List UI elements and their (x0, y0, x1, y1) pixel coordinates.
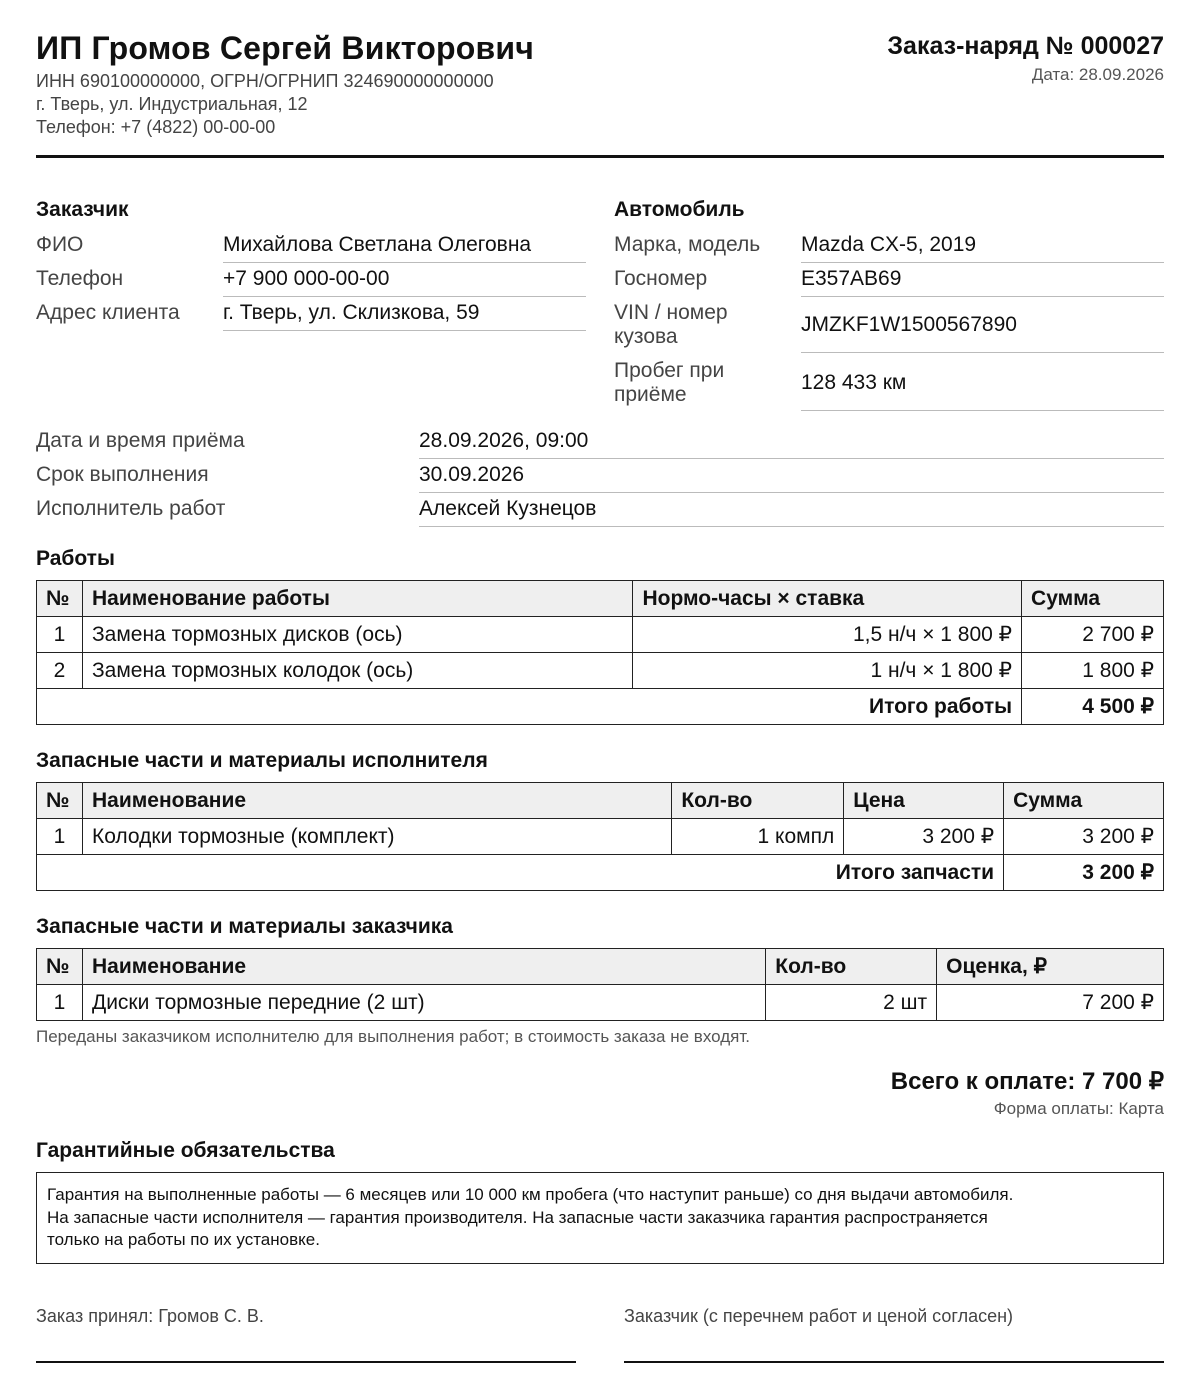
works-table-header (37, 581, 1164, 617)
vehicle-plate-field (801, 267, 1164, 297)
vehicle-vin-value: JMZKF1W1500567890 (801, 313, 1017, 336)
work-rate: 1,5 н/ч × 1 800 ₽ (633, 617, 1022, 653)
payment-method: Форма оплаты: Карта (993, 1099, 1164, 1118)
work-name: Замена тормозных дисков (ось) (82, 617, 632, 653)
work-rate: 1 н/ч × 1 800 ₽ (633, 653, 1022, 689)
work-sum: 2 700 ₽ (1022, 617, 1164, 653)
row-number: 1 (37, 819, 83, 855)
grand-total: Всего к оплате: 7 700 ₽ (890, 1068, 1164, 1095)
deadline-label: Срок выполнения (36, 463, 209, 486)
row-number: 1 (37, 617, 83, 653)
vehicle-mileage-label (614, 359, 724, 407)
vehicle-model-label: Марка, модель (614, 233, 761, 256)
vehicle-model-value: Mazda CX-5, 2019 (801, 233, 977, 256)
document-title: Заказ-наряд № 000027 (887, 32, 1164, 60)
customer-signature-label: Заказчик (с перечнем работ и ценой согласен) (624, 1305, 1014, 1326)
vehicle-mileage-field (801, 371, 1164, 411)
deadline-value: 30.09.2026 (419, 463, 525, 486)
row-number: 2 (37, 653, 83, 689)
customer-parts-heading: Запасные части и материалы заказчика (36, 915, 453, 938)
col-quantity: Кол-во (766, 949, 937, 985)
table-row (37, 819, 1164, 855)
works-total-label: Итого работы (37, 689, 1022, 725)
company-name: ИП Громов Сергей Викторович (36, 30, 534, 66)
company-address: г. Тверь, ул. Индустриальная, 12 (36, 94, 308, 114)
customer-parts-note: Переданы заказчиком исполнителю для выполнения работ; в стоимость заказа не входят. (36, 1027, 750, 1046)
contractor-parts-table (36, 782, 1164, 891)
col-number: № (37, 949, 83, 985)
vehicle-plate-label: Госномер (614, 267, 708, 290)
company-phone: Телефон: +7 (4822) 00-00-00 (36, 117, 276, 137)
customer-phone-value: +7 900 000-00-00 (223, 267, 390, 290)
customer-parts-table (36, 948, 1164, 1021)
works-heading: Работы (36, 547, 115, 570)
col-sum: Сумма (1022, 581, 1164, 617)
vehicle-vin-label-line2: кузова (614, 325, 678, 348)
customer-name-label: ФИО (36, 233, 84, 256)
customer-name-value: Михайлова Светлана Олеговна (223, 233, 532, 256)
worker-label: Исполнитель работ (36, 497, 226, 520)
deadline-field (419, 463, 1164, 493)
part-price: 3 200 ₽ (844, 819, 1004, 855)
warranty-line-2: На запасные части исполнителя — гарантия производителя. На запасные части заказчика гарантия распространяется (47, 1207, 988, 1227)
accepted-by-label: Заказ принял: Громов С. В. (36, 1305, 264, 1326)
customer-address-field (223, 301, 586, 331)
col-part-name: Наименование (82, 949, 765, 985)
col-price: Цена (844, 783, 1004, 819)
work-sum: 1 800 ₽ (1022, 653, 1164, 689)
vehicle-vin-label-line1: VIN / номер (614, 301, 728, 324)
signatures-section (36, 1264, 1164, 1374)
vehicle-mileage-label-line2: приёме (614, 383, 687, 406)
warranty-line-3: только на работы по их установке. (47, 1230, 320, 1249)
part-sum: 3 200 ₽ (1004, 819, 1164, 855)
customer-signature-line (624, 1361, 1164, 1363)
part-name: Диски тормозные передние (2 шт) (82, 985, 765, 1021)
parts-total-value: 3 200 ₽ (1004, 855, 1164, 891)
customer-heading: Заказчик (36, 198, 129, 221)
col-number: № (37, 581, 83, 617)
warranty-line-1: Гарантия на выполненные работы — 6 месяцев или 10 000 км пробега (что наступит раньше) со дня выдачи автомобиля. (47, 1185, 1014, 1204)
vehicle-mileage-value: 128 433 км (801, 371, 907, 394)
warranty-box (36, 1172, 1164, 1264)
col-quantity: Кол-во (672, 783, 844, 819)
parts-total-label: Итого запчасти (37, 855, 1004, 891)
work-order-document (36, 0, 1164, 1374)
customer-name-field (223, 233, 586, 263)
part-quantity: 1 компл (672, 819, 844, 855)
worker-field (419, 497, 1164, 527)
col-estimate: Оценка, ₽ (937, 949, 1164, 985)
company-ids: ИНН 690100000000, ОГРН/ОГРНИП 324690000000000 (36, 71, 494, 91)
vehicle-plate-value: Е357АВ69 (801, 267, 902, 290)
part-quantity: 2 шт (766, 985, 937, 1021)
part-estimate: 7 200 ₽ (937, 985, 1164, 1021)
col-sum: Сумма (1004, 783, 1164, 819)
intake-datetime-value: 28.09.2026, 09:00 (419, 429, 589, 452)
vehicle-vin-field (801, 313, 1164, 353)
customer-address-label: Адрес клиента (36, 301, 180, 324)
accepted-by-signature-line (36, 1361, 576, 1363)
table-row (37, 617, 1164, 653)
intake-datetime-field (419, 429, 1164, 459)
works-total-row (37, 689, 1164, 725)
works-table (36, 580, 1164, 725)
part-name: Колодки тормозные (комплект) (82, 819, 671, 855)
vehicle-vin-label (614, 301, 728, 349)
contractor-parts-header (37, 783, 1164, 819)
vehicle-heading: Автомобиль (614, 198, 745, 221)
col-number: № (37, 783, 83, 819)
vehicle-model-field (801, 233, 1164, 263)
row-number: 1 (37, 985, 83, 1021)
works-total-value: 4 500 ₽ (1022, 689, 1164, 725)
warranty-heading: Гарантийные обязательства (36, 1139, 335, 1162)
table-row (37, 653, 1164, 689)
col-hours-rate: Нормо-часы × ставка (633, 581, 1022, 617)
customer-phone-field (223, 267, 586, 297)
document-date: Дата: 28.09.2026 (1031, 65, 1164, 84)
document-header (36, 0, 1164, 158)
customer-address-value: г. Тверь, ул. Склизкова, 59 (223, 301, 480, 324)
customer-phone-label: Телефон (36, 267, 124, 290)
work-name: Замена тормозных колодок (ось) (82, 653, 632, 689)
col-work-name: Наименование работы (82, 581, 632, 617)
intake-datetime-label: Дата и время приёма (36, 429, 245, 452)
vehicle-mileage-label-line1: Пробег при (614, 359, 725, 382)
parts-total-row (37, 855, 1164, 891)
col-part-name: Наименование (82, 783, 671, 819)
contractor-parts-heading: Запасные части и материалы исполнителя (36, 749, 488, 772)
customer-parts-header (37, 949, 1164, 985)
table-row (37, 985, 1164, 1021)
worker-value: Алексей Кузнецов (419, 497, 597, 520)
customer-vehicle-section (36, 158, 1164, 538)
